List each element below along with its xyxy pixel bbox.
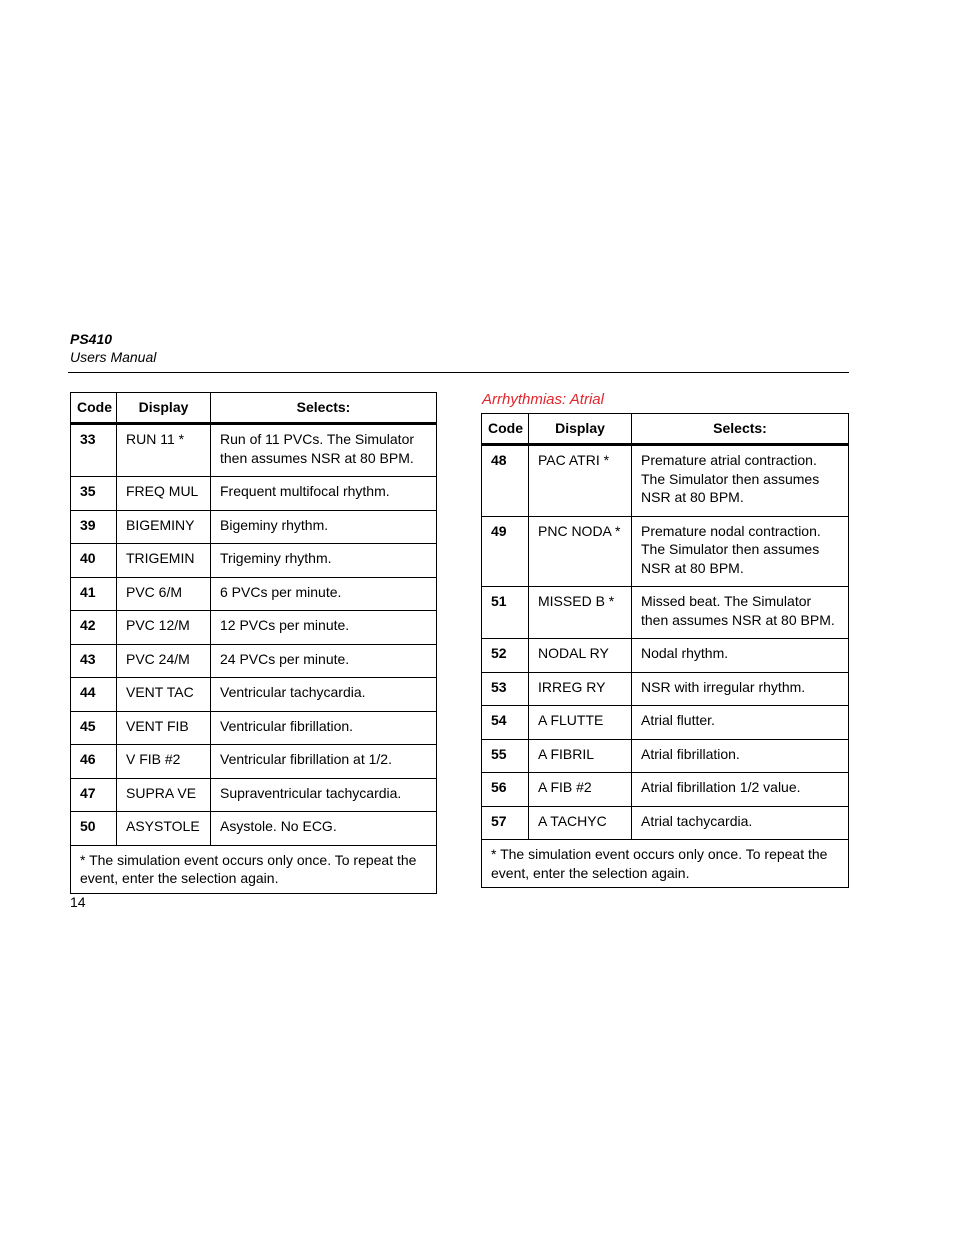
code-cell: 33	[71, 424, 117, 477]
selects-cell: Frequent multifocal rhythm.	[211, 477, 437, 511]
table-header-row	[71, 393, 437, 424]
code-cell: 57	[482, 806, 529, 840]
table-row	[482, 639, 849, 673]
arrhythmia-table-left	[70, 392, 437, 894]
code-cell: 46	[71, 745, 117, 779]
code-cell: 40	[71, 544, 117, 578]
table-header-row	[482, 414, 849, 445]
table-row	[482, 806, 849, 840]
table-row	[71, 745, 437, 779]
code-cell: 45	[71, 711, 117, 745]
selects-cell: 12 PVCs per minute.	[211, 611, 437, 645]
display-cell: VENT FIB	[117, 711, 211, 745]
display-cell: V FIB #2	[117, 745, 211, 779]
selects-cell: Asystole. No ECG.	[211, 812, 437, 846]
display-cell: PVC 6/M	[117, 577, 211, 611]
table-row	[482, 773, 849, 807]
display-cell: RUN 11 *	[117, 424, 211, 477]
table-row	[71, 778, 437, 812]
selects-cell: Nodal rhythm.	[632, 639, 849, 673]
selects-cell: Trigeminy rhythm.	[211, 544, 437, 578]
selects-cell: Ventricular fibrillation at 1/2.	[211, 745, 437, 779]
selects-cell: Atrial fibrillation.	[632, 739, 849, 773]
table-footnote: * The simulation event occurs only once. To repeat the event, enter the selection again.	[71, 845, 437, 893]
table-body	[71, 424, 437, 846]
selects-cell: 24 PVCs per minute.	[211, 644, 437, 678]
display-cell: PVC 12/M	[117, 611, 211, 645]
header-rule	[68, 372, 849, 373]
table-footnote-row	[482, 840, 849, 888]
selects-cell: Ventricular tachycardia.	[211, 678, 437, 712]
product-name: PS410	[70, 331, 113, 347]
selects-cell: Run of 11 PVCs. The Simulator then assumes NSR at 80 BPM.	[211, 424, 437, 477]
column-header-display: Display	[529, 414, 632, 445]
selects-cell: NSR with irregular rhythm.	[632, 672, 849, 706]
display-cell: A FLUTTE	[529, 706, 632, 740]
table-row	[482, 587, 849, 639]
code-cell: 47	[71, 778, 117, 812]
table-row	[482, 672, 849, 706]
selects-cell: Supraventricular tachycardia.	[211, 778, 437, 812]
table-row	[71, 678, 437, 712]
code-cell: 54	[482, 706, 529, 740]
manual-title: Users Manual	[70, 349, 157, 365]
section-title: Arrhythmias: Atrial	[482, 391, 604, 408]
page-number: 14	[70, 894, 86, 910]
column-header-selects: Selects:	[632, 414, 849, 445]
selects-cell: Ventricular fibrillation.	[211, 711, 437, 745]
table-row	[482, 706, 849, 740]
selects-cell: Bigeminy rhythm.	[211, 510, 437, 544]
code-cell: 50	[71, 812, 117, 846]
table-row	[71, 644, 437, 678]
running-header	[70, 330, 156, 366]
display-cell: NODAL RY	[529, 639, 632, 673]
table-row	[71, 812, 437, 846]
display-cell: VENT TAC	[117, 678, 211, 712]
code-cell: 42	[71, 611, 117, 645]
code-cell: 48	[482, 445, 529, 517]
table-row	[71, 510, 437, 544]
table-row	[71, 477, 437, 511]
code-cell: 41	[71, 577, 117, 611]
display-cell: MISSED B *	[529, 587, 632, 639]
table-row	[71, 577, 437, 611]
table-row	[482, 516, 849, 587]
selects-cell: 6 PVCs per minute.	[211, 577, 437, 611]
selects-cell: Atrial fibrillation 1/2 value.	[632, 773, 849, 807]
table-body	[482, 445, 849, 840]
selects-cell: Premature atrial contraction. The Simulator then assumes NSR at 80 BPM.	[632, 445, 849, 517]
display-cell: A FIB #2	[529, 773, 632, 807]
code-cell: 56	[482, 773, 529, 807]
selects-cell: Atrial tachycardia.	[632, 806, 849, 840]
code-cell: 49	[482, 516, 529, 587]
selects-cell: Atrial flutter.	[632, 706, 849, 740]
display-cell: ASYSTOLE	[117, 812, 211, 846]
display-cell: PNC NODA *	[529, 516, 632, 587]
column-header-code: Code	[71, 393, 117, 424]
display-cell: FREQ MUL	[117, 477, 211, 511]
display-cell: PVC 24/M	[117, 644, 211, 678]
table-row	[71, 711, 437, 745]
display-cell: A FIBRIL	[529, 739, 632, 773]
code-cell: 39	[71, 510, 117, 544]
display-cell: IRREG RY	[529, 672, 632, 706]
table-row	[71, 611, 437, 645]
table-footnote: * The simulation event occurs only once. To repeat the event, enter the selection again.	[482, 840, 849, 888]
code-cell: 43	[71, 644, 117, 678]
column-header-selects: Selects:	[211, 393, 437, 424]
display-cell: PAC ATRI *	[529, 445, 632, 517]
display-cell: A TACHYC	[529, 806, 632, 840]
table-row	[71, 424, 437, 477]
column-header-code: Code	[482, 414, 529, 445]
code-cell: 53	[482, 672, 529, 706]
table-row	[71, 544, 437, 578]
selects-cell: Premature nodal contraction. The Simulator then assumes NSR at 80 BPM.	[632, 516, 849, 587]
column-header-display: Display	[117, 393, 211, 424]
code-cell: 44	[71, 678, 117, 712]
table-row	[482, 445, 849, 517]
selects-cell: Missed beat. The Simulator then assumes NSR at 80 BPM.	[632, 587, 849, 639]
code-cell: 51	[482, 587, 529, 639]
display-cell: SUPRA VE	[117, 778, 211, 812]
display-cell: BIGEMINY	[117, 510, 211, 544]
code-cell: 52	[482, 639, 529, 673]
code-cell: 55	[482, 739, 529, 773]
code-cell: 35	[71, 477, 117, 511]
arrhythmia-table-atrial	[481, 413, 849, 888]
table-footnote-row	[71, 845, 437, 893]
table-row	[482, 739, 849, 773]
display-cell: TRIGEMIN	[117, 544, 211, 578]
